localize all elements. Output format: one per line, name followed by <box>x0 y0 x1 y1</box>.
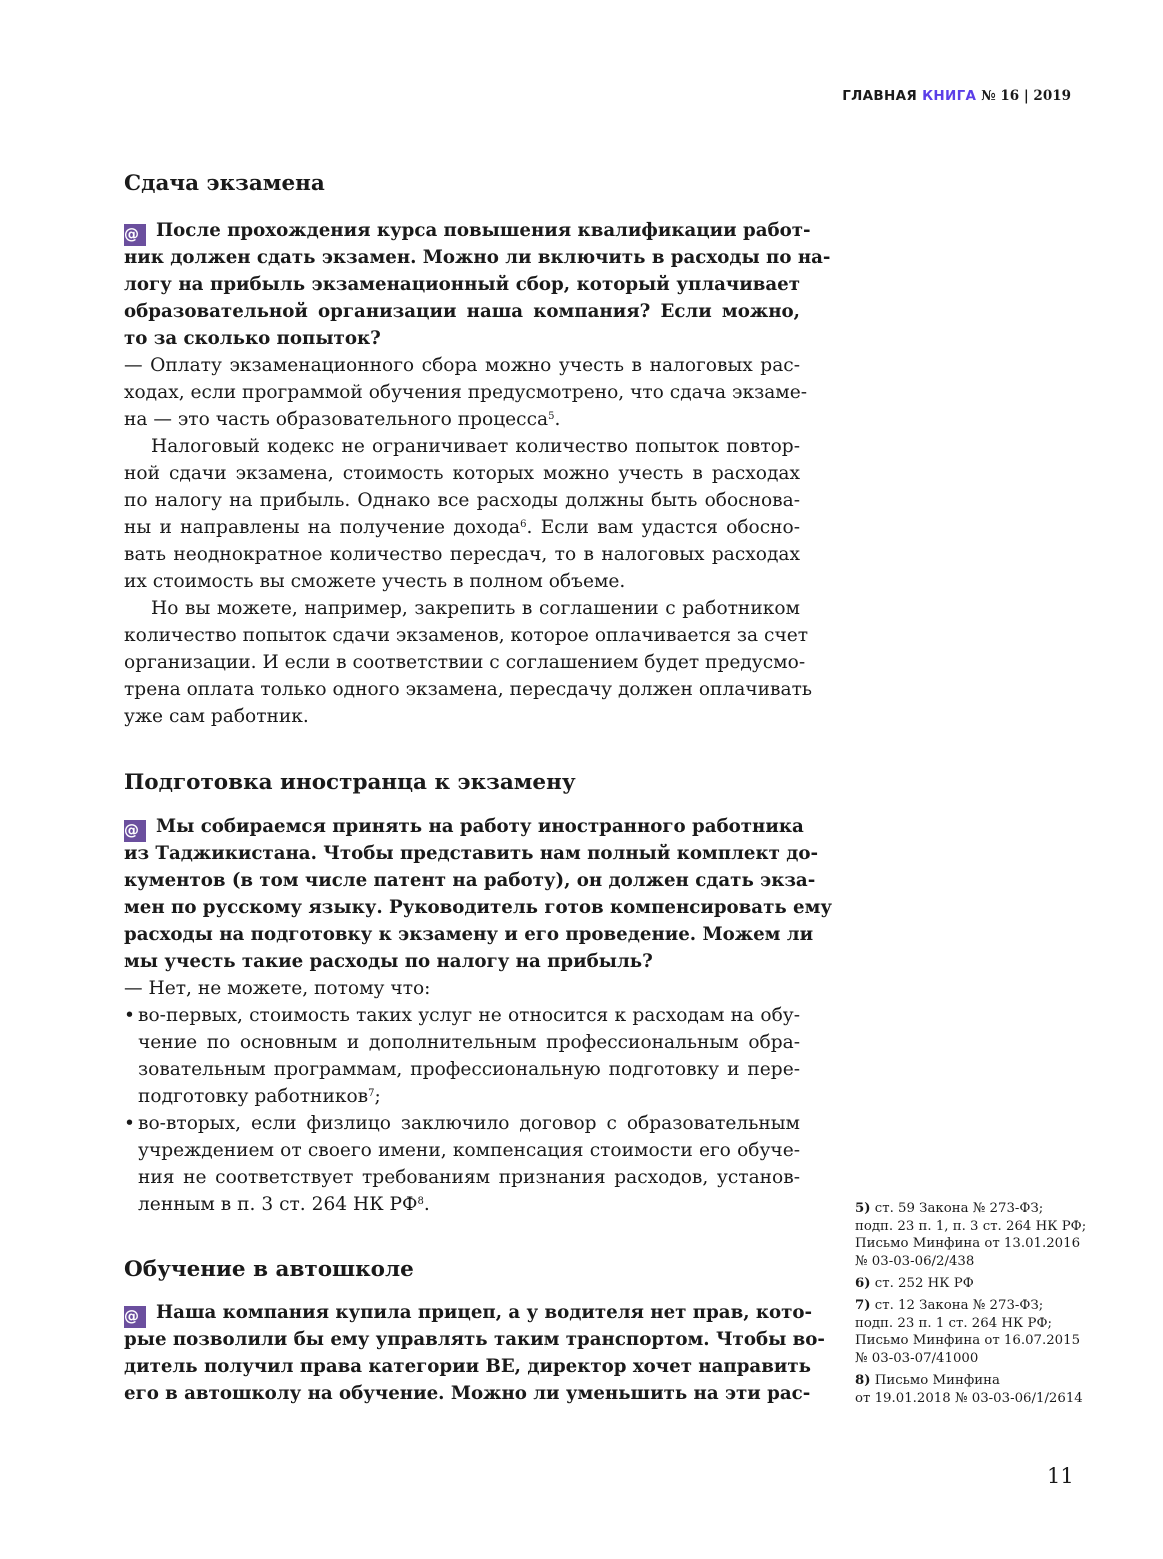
line-text: логу на прибыль экзаменационный сбор, который уплачивает <box>124 274 800 295</box>
line-text: вать неоднократное количество пересдач, то в налоговых расходах <box>124 544 800 565</box>
footnote-number: 6) <box>855 1276 871 1291</box>
line-text: После прохождения курса повышения квалификации работ- <box>156 220 811 241</box>
line-text: из Таджикистана. Чтобы представить нам полный комплект до- <box>124 843 819 864</box>
question-line <box>124 921 814 948</box>
line-text: подготовку работников <box>138 1086 369 1107</box>
line-text: Но вы можете, например, закрепить в соглашении с работником <box>151 598 800 619</box>
line-text: количество попыток сдачи экзаменов, которое оплачивается за счет <box>124 625 809 646</box>
question-line <box>124 840 819 867</box>
footnote-line <box>855 1297 1080 1315</box>
footnote-text: № 03-03-07/41000 <box>855 1350 979 1366</box>
magazine-name <box>842 88 976 104</box>
running-header <box>842 88 1071 104</box>
footnote-text: ст. 59 Закона № 273-ФЗ; <box>874 1201 1044 1216</box>
footnote-number: 8) <box>855 1373 871 1388</box>
bullet-line <box>124 1056 800 1083</box>
line-text: расходы на подготовку к экзамену и его проведение. Можем ли <box>124 924 814 945</box>
line-text: Наша компания купила прицеп, а у водителя нет прав, кото- <box>156 1302 813 1323</box>
footnote-number: 7) <box>855 1298 871 1313</box>
footnote-line <box>855 1350 1080 1368</box>
line-text: рые позволили бы ему управлять таким транспортом. Чтобы во- <box>124 1329 825 1350</box>
footnote-number: 5) <box>855 1201 871 1216</box>
at-sign-icon: @ <box>124 224 146 246</box>
footnote-text: № 03-03-06/2/438 <box>855 1253 975 1269</box>
answer-line <box>124 514 800 541</box>
line-text: — Нет, не можете, потому что: <box>124 978 431 999</box>
answer-line <box>124 352 800 379</box>
footnote-text: подп. 23 п. 1, п. 3 ст. 264 НК РФ; <box>855 1218 1087 1234</box>
line-text: его в автошколу на обучение. Можно ли уменьшить на эти рас- <box>124 1383 811 1404</box>
bullet-line <box>124 1137 800 1164</box>
answer-line <box>124 541 800 568</box>
line-text: по налогу на прибыль. Однако все расходы должны быть обоснова- <box>124 490 800 511</box>
bullet-line <box>124 1029 800 1056</box>
line-text: дитель получил права категории ВЕ, директор хочет направить <box>124 1356 811 1377</box>
footnote-text: подп. 23 п. 1 ст. 264 НК РФ; <box>855 1315 1052 1331</box>
section-heading: Подготовка иностранца к экзамену <box>124 770 576 795</box>
question-line <box>124 298 800 325</box>
answer-line <box>124 676 812 703</box>
page-number: 11 <box>1047 1464 1074 1488</box>
line-text-tail: . Если вам удастся обосно- <box>526 517 801 538</box>
at-sign-icon: @ <box>124 820 146 842</box>
bullet-line <box>124 1083 800 1110</box>
line-text: то за сколько попыток? <box>124 328 381 349</box>
line-text: ленным в п. 3 ст. 264 НК РФ <box>138 1194 418 1215</box>
footnote-line <box>855 1332 1080 1350</box>
footnote-line <box>855 1315 1080 1333</box>
answer-line <box>124 406 800 433</box>
line-text: организации. И если в соответствии с соглашением будет предусмо- <box>124 652 806 673</box>
line-text: учреждением от своего имени, компенсация стоимости его обуче- <box>138 1140 800 1161</box>
footnote-text: Письмо Минфина <box>874 1373 1000 1388</box>
answer-line <box>124 379 808 406</box>
footnote-line <box>855 1390 1083 1408</box>
question-line <box>124 1380 811 1407</box>
bullet-icon: • <box>124 1113 135 1134</box>
section-heading: Сдача экзамена <box>124 171 325 196</box>
footnote-text: от 19.01.2018 № 03-03-06/1/2614 <box>855 1390 1083 1406</box>
footnote-line <box>855 1372 1083 1390</box>
footnote-ref: 8 <box>417 1196 424 1207</box>
footnote-line <box>855 1253 1086 1271</box>
answer-line <box>124 568 800 595</box>
question-line <box>124 244 831 271</box>
line-text: Налоговый кодекс не ограничивает количество попыток повтор- <box>151 436 800 457</box>
footnote-line <box>855 1235 1086 1253</box>
line-text: во-первых, стоимость таких услуг не относится к расходам на обу- <box>138 1005 800 1026</box>
question-line <box>124 325 800 352</box>
answer-line <box>124 975 800 1002</box>
answer-line <box>124 460 800 487</box>
section-body <box>124 1299 825 1407</box>
footnote <box>855 1372 1083 1407</box>
line-text: образовательной организации наша компания? Если можно, <box>124 301 800 322</box>
answer-line <box>124 433 800 460</box>
answer-line <box>124 622 809 649</box>
footnote-ref: 7 <box>368 1088 375 1099</box>
section-body <box>124 813 833 1218</box>
answer-line <box>124 487 800 514</box>
question-line <box>124 867 816 894</box>
line-text: ния не соответствует требованиям признания расходов, установ- <box>138 1167 800 1188</box>
footnote-line <box>855 1275 974 1293</box>
answer-line <box>124 703 800 730</box>
brand-part-1: ГЛАВНАЯ <box>842 88 918 104</box>
footnote-text: ст. 252 НК РФ <box>874 1276 974 1291</box>
line-text: мен по русскому языку. Руководитель готов компенсировать ему <box>124 897 833 918</box>
issue-number: № 16 | 2019 <box>980 88 1071 104</box>
line-text-tail: . <box>423 1194 430 1215</box>
footnote-line <box>855 1218 1086 1236</box>
footnote <box>855 1200 1086 1270</box>
section-body <box>124 217 831 730</box>
section-heading: Обучение в автошколе <box>124 1257 414 1282</box>
bullet-line <box>124 1191 800 1218</box>
question-line <box>124 1353 811 1380</box>
question-line <box>124 894 833 921</box>
at-sign-icon: @ <box>124 1306 146 1328</box>
bullet-line <box>124 1110 800 1137</box>
footnote <box>855 1275 974 1293</box>
question-line <box>124 1299 813 1326</box>
answer-line <box>124 649 806 676</box>
footnote-line <box>855 1200 1086 1218</box>
line-text: Мы собираемся принять на работу иностранного работника <box>156 816 804 837</box>
line-text: ходах, если программой обучения предусмотрено, что сдача экзаме- <box>124 382 808 403</box>
line-text: трена оплата только одного экзамена, пересдачу должен оплачивать <box>124 679 812 700</box>
line-text: ной сдачи экзамена, стоимость которых можно учесть в расходах <box>124 463 800 484</box>
footnote-ref: 5 <box>548 411 555 422</box>
line-text: ник должен сдать экзамен. Можно ли включить в расходы по на- <box>124 247 831 268</box>
question-line <box>124 1326 825 1353</box>
footnote-ref: 6 <box>520 519 527 530</box>
footnote-text: ст. 12 Закона № 273-ФЗ; <box>874 1298 1044 1313</box>
line-text: во-вторых, если физлицо заключило договор с образовательным <box>138 1113 800 1134</box>
answer-line <box>124 595 800 622</box>
footnote-text: Письмо Минфина от 13.01.2016 <box>855 1236 1081 1251</box>
line-text: — Оплату экзаменационного сбора можно учесть в налоговых рас- <box>124 355 800 376</box>
footnote-text: Письмо Минфина от 16.07.2015 <box>855 1333 1081 1348</box>
question-line <box>124 217 811 244</box>
line-text: зовательным программам, профессиональную подготовку и пере- <box>138 1059 800 1080</box>
line-text: их стоимость вы сможете учесть в полном объеме. <box>124 571 626 592</box>
line-text: чение по основным и дополнительным профессиональным обра- <box>138 1032 800 1053</box>
question-line <box>124 271 800 298</box>
question-line <box>124 813 804 840</box>
bullet-icon: • <box>124 1005 135 1026</box>
bullet-line <box>124 1002 800 1029</box>
line-text: мы учесть такие расходы по налогу на прибыль? <box>124 951 653 972</box>
line-text-tail: . <box>554 409 561 430</box>
bullet-line <box>124 1164 800 1191</box>
line-text: кументов (в том числе патент на работу), он должен сдать экза- <box>124 870 816 891</box>
question-line <box>124 948 800 975</box>
line-text: ны и направлены на получение дохода <box>124 517 521 538</box>
line-text: на — это часть образовательного процесса <box>124 409 549 430</box>
line-text-tail: ; <box>374 1086 381 1107</box>
footnote <box>855 1297 1080 1367</box>
line-text: уже сам работник. <box>124 706 309 727</box>
brand-part-2: КНИГА <box>922 88 977 104</box>
